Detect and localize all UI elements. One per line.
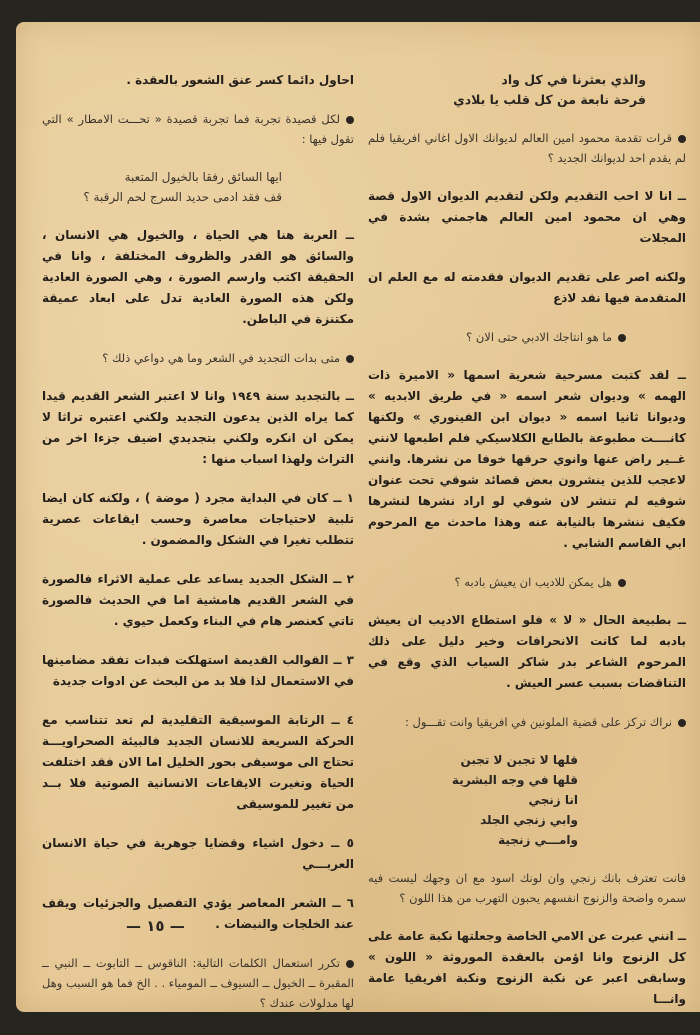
- question: [42, 109, 354, 149]
- left-column: [42, 70, 354, 1031]
- verse-line: ايها السائق رفقا بالخيول المتعبة: [124, 170, 282, 184]
- bullet-icon: [346, 116, 354, 124]
- answer: ولكنه اصر على تقديم الديوان فقدمته له مع العلم ان المتقدمة فيها نقد لاذع: [368, 270, 686, 305]
- answer: ــ العربة هنا هي الحياة ، والخيول هي الانسان ، والسائق هو القدر والظروف المختلفة ، وانا في الحقيقة اكتب وارسم الصورة ، وهي الصورة العادية ولكن هذه الصورة العادية تدل على ابعاد عميقة مكتنزة في الباطن.: [42, 228, 354, 326]
- bullet-icon: [346, 355, 354, 363]
- answer: ــ بالتجديد سنة ١٩٤٩ وانا لا اعتبر الشعر القديم قيدا كما يراه الذين يدعون التجديد ولكني اعتبره تراثا لا يمكن ان انكره ولكني بتجديدي اضيف جزءا اخر من التراث ولهذا اسباب منها :: [42, 389, 354, 466]
- question-text: قرات تقدمة محمود امين العالم لديوانك الاول اغاني افريقيا فلم لم يقدم احد لديوانك الجديد ؟: [368, 131, 686, 165]
- bullet-icon: [346, 960, 354, 968]
- poem-line: وابي زنجي الجلد: [480, 813, 578, 827]
- question-text: متى بدات التجديد في الشعر وما هي دواعي ذلك ؟: [102, 351, 340, 365]
- question-text: ما هو انتاجك الادبي حتى الان ؟: [466, 330, 612, 344]
- poem-line: قلها لا تجبن لا تجبن: [460, 753, 578, 767]
- question: [368, 572, 686, 592]
- quoted-verse: [42, 167, 354, 207]
- question: [42, 348, 354, 368]
- verse-line: والذي بعثرنا في كل واد: [501, 72, 646, 87]
- reason-item: ٢ ــ الشكل الجديد يساعد على عملية الاثراء فالصورة في الشعر القديم هامشية اما في الحديث فالصورة تاتي كعنصر هام في البناء وكعمل حيوي .: [42, 572, 354, 628]
- right-column: [368, 70, 686, 1028]
- verse-line: فرحة نابعة من كل قلب يا بلادي: [453, 92, 646, 107]
- answer: ــ بطبيعة الحال « لا » فلو استطاع الاديب ان يعيش بادبه لما كانت الانحرافات وخير دليل على ذلك المرحوم الشاعر بدر شاكر السياب الذي وقع في التناقضات بسبب عسر العيش .: [368, 613, 686, 690]
- page-number: — ١٥ —: [126, 917, 185, 935]
- magazine-page: [16, 22, 700, 1012]
- question-text: نراك تركز على قضية الملونين في افريقيا وانت تقـــول :: [404, 715, 672, 729]
- answer: ــ انني عبرت عن الامي الخاصة وجعلتها نكبة عامة على كل الزنوج وانا اؤمن بالعقدة الموروثة « اللون » وسابقى اعبر عن نكبة الزنوج ونكبة افريقيا عامة وانـــا: [368, 929, 686, 1006]
- question-text: لكل قصيدة تجربة فما تجربة قصيدة « تحـــت الامطار » التي تقول فيها :: [42, 112, 354, 146]
- opening-verse: [368, 70, 686, 110]
- answer: ــ انا لا احب التقديم ولكن لتقديم الديوان الاول قصة وهي ان محمود امين العالم هاجمني بشدة في المجلات: [368, 189, 686, 245]
- question: [42, 953, 354, 1013]
- bullet-icon: [618, 579, 626, 587]
- answer: ــ لقد كتبت مسرحية شعرية اسمها « الاميرة ذات الهمه » وديوان شعر اسمه « في طريق الابديه » وديوانا ثانيا اسمه « ديوان ابن الفينوري » ولكنها كانــــت مطبوعة بالطابع الكلاسيكي فلم اطبعها لانني غــير راض عنها وانوي حرقها خوفا من نشرها. وانني لاعجب للذين ينشرون بعض قصائد شوقي تحت عنوان شوقيه لم تنشر لان شوقي لو اراد نشرها لنشرها فكيف ننشرها بالنيابة عنه وهذا ماحدث مع المرحوم ابي القاسم الشابي .: [368, 368, 686, 550]
- question: [368, 712, 686, 732]
- reason-item: ٤ ــ الرتابة الموسيقية التقليدية لم تعد تتناسب مع الحركة السريعة للانسان الجديد فالبيئة الصحراويـــة تحتاج الى موسيقى بحور الخليل اما الان فقد اختلفت الحياة وتغيرت الايقاعات الانسانية الصوتية فلا بــد من تغيير للموسيقى: [42, 713, 354, 811]
- verse-line: قف فقد ادمى حديد السرج لحم الرقبة ؟: [83, 190, 282, 204]
- bullet-icon: [678, 135, 686, 143]
- bullet-icon: [678, 719, 686, 727]
- reason-item: ٥ ــ دخول اشياء وقضايا جوهرية في حياة الانسان العربـــي: [42, 836, 354, 871]
- question-text: هل يمكن للاديب ان يعيش بادبه ؟: [454, 575, 612, 589]
- question: فانت تعترف بانك زنجي وان لونك اسود مع ان وجهك ليست فيه سمره واضحة والزنوج انفسهم يحبون التهرب من هذا اللون ؟: [368, 871, 686, 905]
- question: [368, 128, 686, 168]
- poem-line: قلها في وجه البشرية: [451, 773, 578, 787]
- poem-line: انا زنجي: [528, 793, 578, 807]
- bullet-icon: [618, 334, 626, 342]
- reason-item: ٣ ــ القوالب القديمة استهلكت فبدات تفقد مضامينها في الاستعمال لذا فلا بد من البحث عن ادوات جديدة: [42, 653, 354, 688]
- question: [368, 327, 686, 347]
- reason-item: ١ ــ كان في البداية مجرد ( موضة ) ، ولكنه كان ايضا تلبية لاحتياجات معاصرة وحسب ايقاعات عصرية تتطلب تغيرا في الشكل والمضمون .: [42, 491, 354, 547]
- question-text: تكرر استعمال الكلمات التالية: الناقوس ــ التابوت ــ النبي ــ المقبرة ــ الخيول ــ السيوف ــ المومياء . . الخ فما هو السبب وهل لها مدلولات عندك ؟: [42, 956, 354, 1010]
- poem: [368, 750, 686, 850]
- answer-continued: احاول دائما كسر عنق الشعور بالعقدة .: [126, 73, 354, 87]
- reason-item: ٦ ــ الشعر المعاصر يؤدي التفصيل والجزئيات ويقف عند الخلجات والنبضات .: [42, 896, 354, 931]
- poem-line: وامـــي زنجية: [498, 833, 578, 847]
